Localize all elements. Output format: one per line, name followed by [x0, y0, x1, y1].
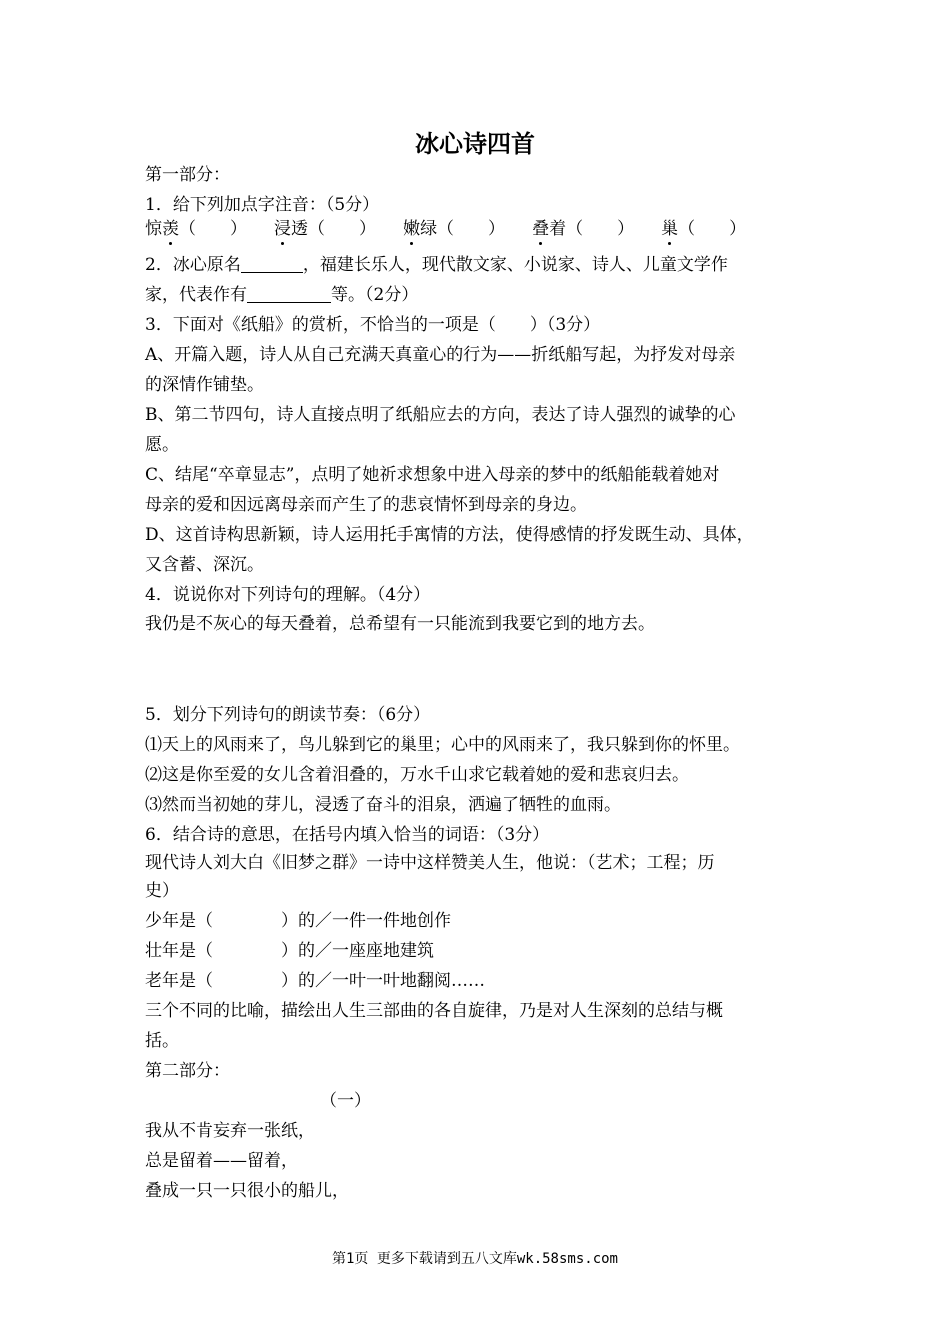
q4-stem: 4．说说你对下列诗句的理解。（4分） [145, 585, 431, 605]
poem-line-2: 总是留着——留着， [145, 1151, 298, 1171]
q3-option-b-cont: 愿。 [145, 435, 179, 455]
q5-line-1: ⑴天上的风雨来了，鸟儿躲到它的巢里；心中的风雨来了，我只躲到你的怀里。 [145, 735, 740, 755]
q6-stem: 6．结合诗的意思，在括号内填入恰当的词语：（3分） [145, 825, 550, 845]
part1-heading: 第一部分： [145, 165, 230, 185]
q3-option-a: A、开篇入题，诗人从自己充满天真童心的行为——折纸船写起，为抒发对母亲 [145, 345, 736, 365]
q2-line2: 家，代表作有 等。（2分） [145, 285, 419, 305]
q6-intro-cont: 史） [145, 881, 179, 901]
q3-option-d-cont: 又含蓄、深沉。 [145, 555, 264, 575]
q3-option-a-cont: 的深情作铺垫。 [145, 375, 264, 395]
q6-youth-line: 少年是（ ）的／一件一件地创作 [145, 911, 451, 931]
q5-line-3: ⑶然而当初她的芽儿，浸透了奋斗的泪泉，洒遍了牺牲的血雨。 [145, 795, 621, 815]
document-title: 冰心诗四首 [415, 130, 535, 158]
q6-summary-cont: 括。 [145, 1031, 179, 1051]
q1-item: 叠着（ ） [532, 219, 635, 239]
q5-line-2: ⑵这是你至爱的女儿含着泪叠的，万水千山求它载着她的爱和悲哀归去。 [145, 765, 689, 785]
answer-blank[interactable] [247, 284, 331, 303]
q5-stem: 5．划分下列诗句的朗读节奏：（6分） [145, 705, 431, 725]
q3-option-b: B、第二节四句，诗人直接点明了纸船应去的方向，表达了诗人强烈的诚挚的心 [145, 405, 736, 425]
poem-line-3: 叠成一只一只很小的船儿， [145, 1181, 349, 1201]
q1-item: 浸透（ ） [274, 219, 377, 239]
q1-item: 惊羡（ ） [145, 219, 247, 239]
part2-heading: 第二部分： [145, 1061, 230, 1081]
q1-stem: 1．给下列加点字注音：（5分） [145, 195, 380, 215]
q6-summary: 三个不同的比喻，描绘出人生三部曲的各自旋律，乃是对人生深刻的总结与概 [145, 1001, 723, 1021]
section-number: （一） [320, 1091, 371, 1111]
q3-option-d: D、这首诗构思新颖，诗人运用托手寓情的方法，使得感情的抒发既生动、具体， [145, 525, 754, 545]
page-footer: 第1页 更多下载请到五八文库wk.58sms.com [331, 1251, 618, 1267]
q3-option-c-cont: 母亲的爱和因远离母亲而产生了的悲哀情怀到母亲的身边。 [145, 495, 587, 515]
q6-intro: 现代诗人刘大白《旧梦之群》一诗中这样赞美人生，他说：（艺术；工程；历 [145, 853, 715, 873]
poem-line-1: 我从不肯妄弃一张纸， [145, 1121, 315, 1141]
answer-blank[interactable] [241, 254, 303, 273]
q2-line1: 2．冰心原名 ，福建长乐人，现代散文家、小说家、诗人、儿童文学作 [145, 255, 728, 275]
q3-option-c: C、结尾“卒章显志”，点明了她祈求想象中进入母亲的梦中的纸船能载着她对 [145, 465, 720, 485]
q3-stem: 3．下面对《纸船》的赏析，不恰当的一项是（ ）（3分） [145, 315, 601, 335]
q6-adult-line: 壮年是（ ）的／一座座地建筑 [145, 941, 434, 961]
q1-items [145, 218, 746, 240]
q1-item: 巢（ ） [661, 219, 747, 239]
q1-item: 嫩绿（ ） [403, 219, 506, 239]
q6-old-line: 老年是（ ）的／一叶一叶地翻阅…… [145, 971, 485, 991]
q4-poem-line: 我仍是不灰心的每天叠着，总希望有一只能流到我要它到的地方去。 [145, 614, 655, 634]
